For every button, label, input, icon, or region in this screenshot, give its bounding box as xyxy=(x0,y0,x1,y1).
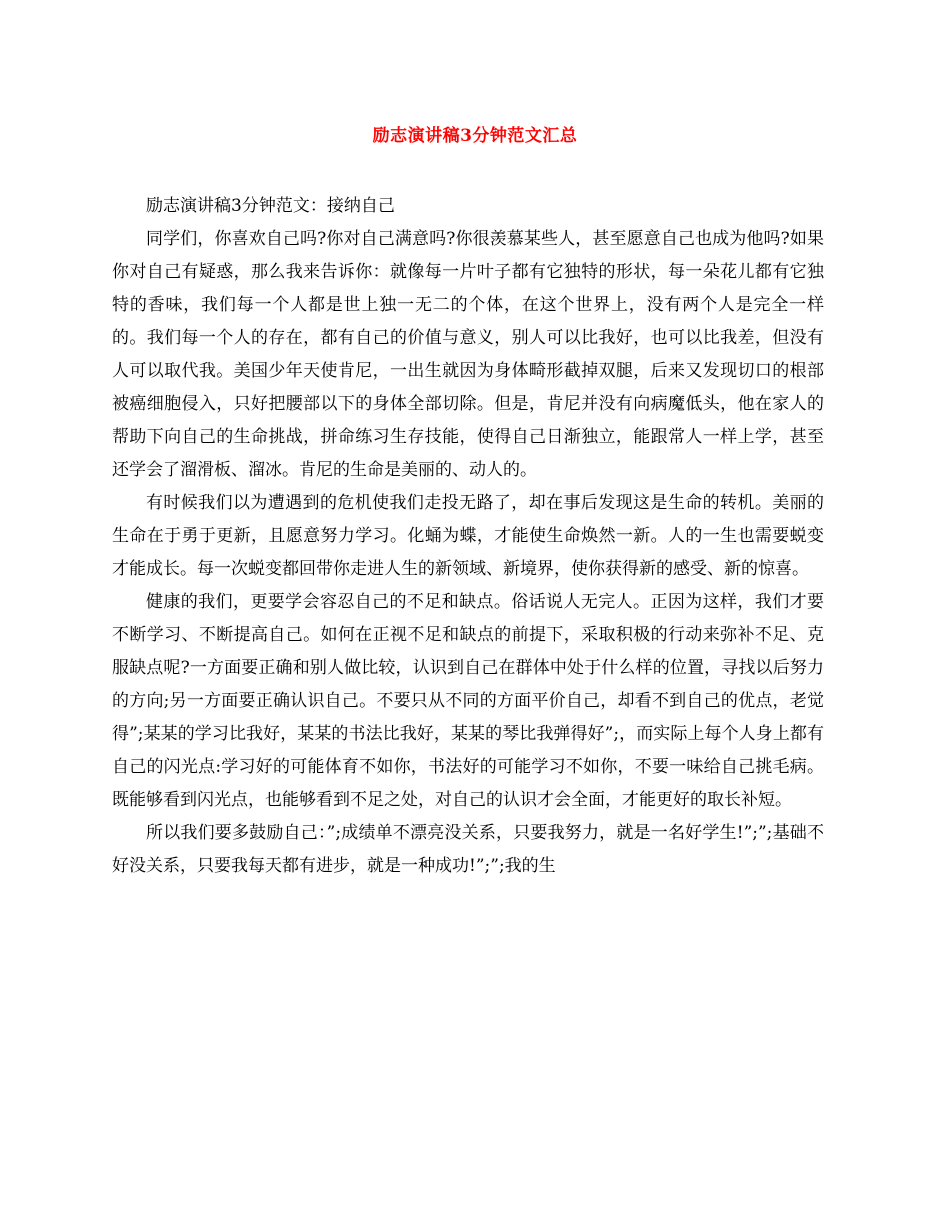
paragraph-2: 有时候我们以为遭遇到的危机使我们走投无路了，却在事后发现这是生命的转机。美丽的生命在于勇于更新，且愿意努力学习。化蛹为蝶，才能使生命焕然一新。人的一生也需要蜕变才能成长。每一次蜕变都回带你走进人生的新领域、新境界，使你获得新的感受、新的惊喜。 xyxy=(112,493,824,579)
document-title: 励志演讲稿3分钟范文汇总 xyxy=(372,126,578,146)
section-subtitle: 励志演讲稿3分钟范文：接纳自己 xyxy=(146,196,395,216)
paragraph-1: 同学们，你喜欢自己吗?你对自己满意吗?你很羡慕某些人，甚至愿意自己也成为他吗?如果你对自己有疑惑，那么我来告诉你：就像每一片叶子都有它独特的形状，每一朵花儿都有它独特的香味，我们每一个人都是世上独一无二的个体，在这个世界上，没有两个人是完全一样的。我们每一个人的存在，都有自己的价值与意义，别人可以比我好，也可以比我差，但没有人可以取代我。美国少年天使肯尼，一出生就因为身体畸形截掉双腿，后来又发现切口的根部被癌细胞侵入，只好把腰部以下的身体全部切除。但是，肯尼并没有向病魔低头，他在家人的帮助下向自己的生命挑战，拼命练习生存技能，使得自己日渐独立，能跟常人一样上学，甚至还学会了溜滑板、溜冰。肯尼的生命是美丽的、动人的。 xyxy=(112,229,824,480)
paragraph-3: 健康的我们，更要学会容忍自己的不足和缺点。俗话说人无完人。正因为这样，我们才要不断学习、不断提高自己。如何在正视不足和缺点的前提下，采取积极的行动来弥补不足、克服缺点呢?一方面要正确和别人做比较，认识到自己在群体中处于什么样的位置，寻找以后努力的方向;另一方面要正确认识自己。不要只从不同的方面平价自己，却看不到自己的优点，老觉得”;某某的学习比我好，某某的书法比我好，某某的琴比我弹得好”;，而实际上每个人身上都有自己的闪光点:学习好的可能体育不如你，书法好的可能学习不如你，不要一味给自己挑毛病。既能够看到闪光点，也能够看到不足之处，对自己的认识才会全面，才能更好的取长补短。 xyxy=(112,592,824,810)
document-body xyxy=(112,190,824,883)
paragraph-4: 所以我们要多鼓励自己：”;成绩单不漂亮没关系，只要我努力，就是一名好学生!”;”;基础不好没关系，只要我每天都有进步，就是一种成功!”;”;我的生 xyxy=(112,823,824,876)
